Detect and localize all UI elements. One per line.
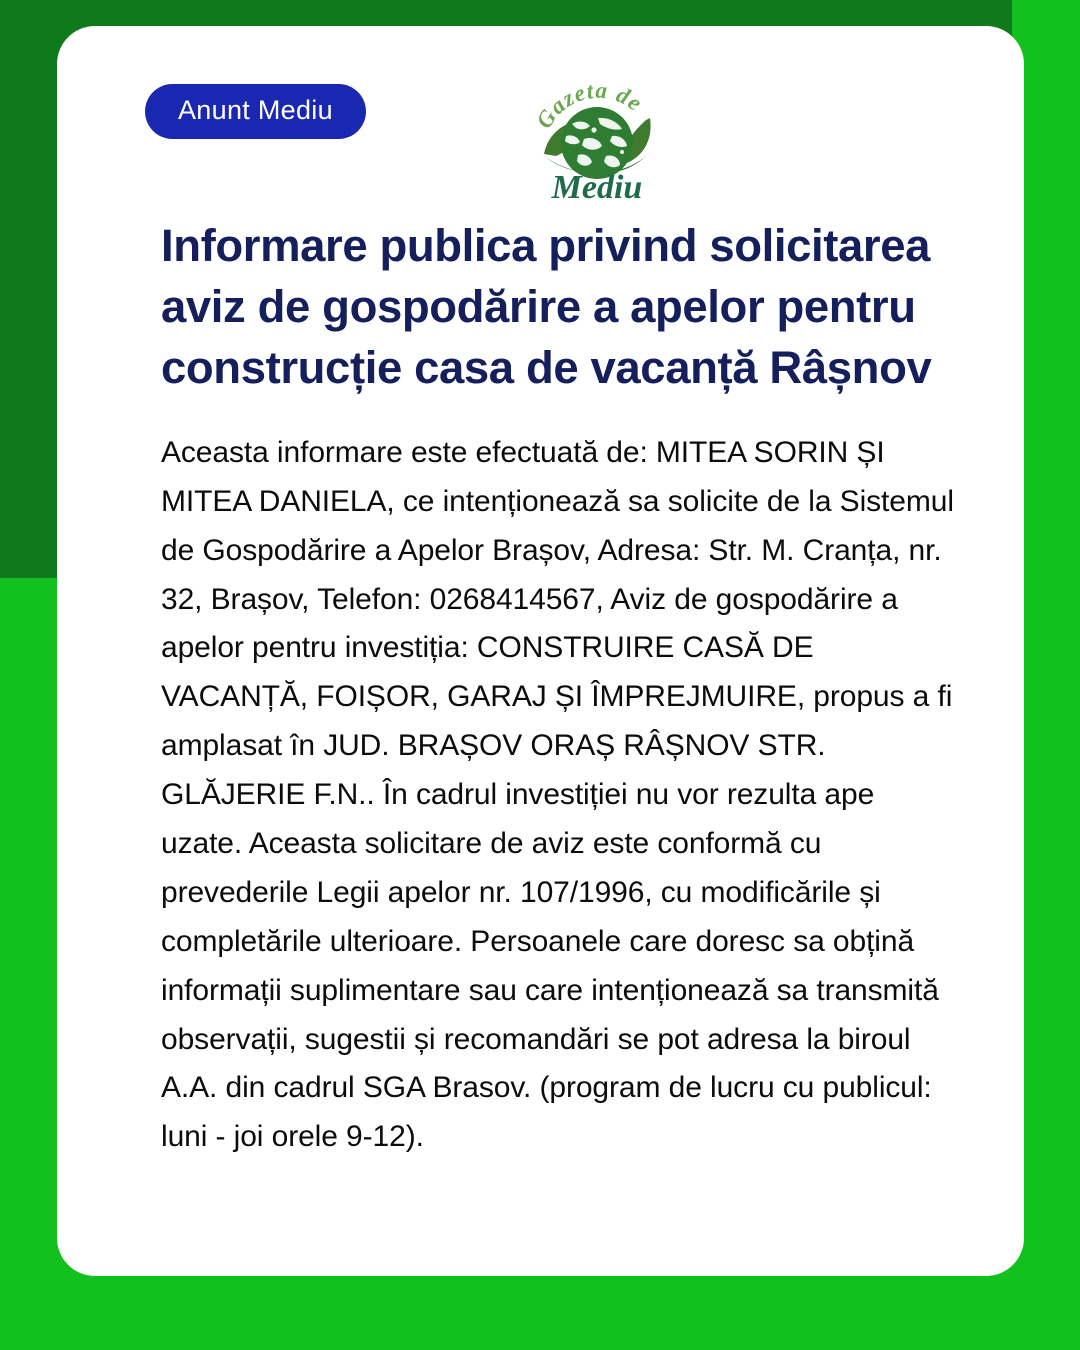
category-badge[interactable]: Anunt Mediu [145, 84, 366, 139]
logo-text-top: Gazeta de [531, 77, 648, 133]
gazeta-de-mediu-logo [522, 56, 672, 206]
announcement-card [57, 26, 1024, 1276]
logo-text-bottom: Mediu [551, 169, 643, 206]
page-title: Informare publica privind solicitarea aviz de gospodărire a apelor pentru construcție casa de vacanță Râșnov [161, 220, 932, 393]
announcement-body-text: Aceasta informare este efectuată de: MITEA SORIN ȘI MITEA DANIELA, ce intenționează sa solicite de la Sistemul de Gospodărire a Apelor Brașov, Adresa: Str. M. Cranța, nr. 32, Brașov, Telefon: 0268414567, Aviz de gospodărire a apelor pentru investiția: CONSTRUIRE CASĂ DE VACANȚĂ, FOIȘOR, GARAJ ȘI ÎMPREJMUIRE, propus a fi amplasat în JUD. BRAȘOV ORAȘ RÂȘNOV STR. GLĂJERIE F.N.. În cadrul investiției nu vor rezulta ape uzate. Aceasta solicitare de aviz este conformă cu prevederile Legii apelor nr. 107/1996, cu modificările și completările ulterioare. Persoanele care doresc sa obțină informații suplimentare sau care intenționează sa transmită observații, sugestii și recomandări se pot adresa la biroul A.A. din cadrul SGA Brasov. (program de lucru cu publicul: luni - joi orele 9-12). [161, 435, 954, 1154]
card-header [109, 56, 972, 206]
